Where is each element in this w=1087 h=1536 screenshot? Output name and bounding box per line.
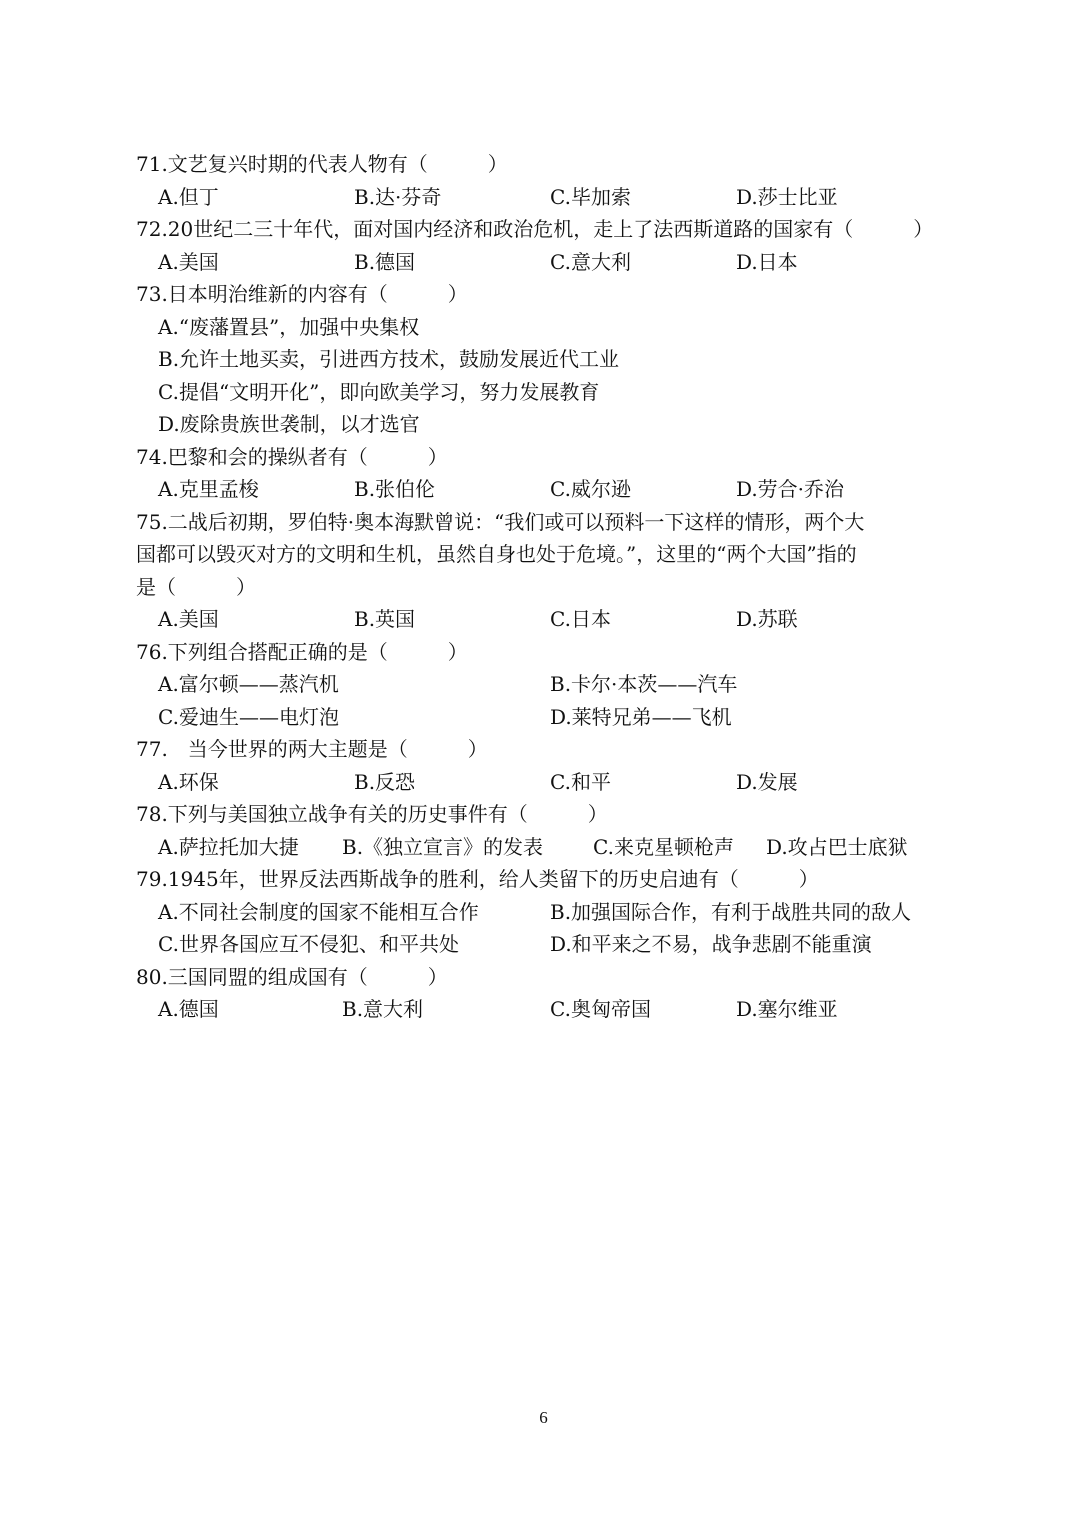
question-72-options — [136, 246, 976, 279]
option-d: D.日本 — [736, 249, 798, 274]
option-c: C.意大利 — [550, 249, 631, 274]
option-b: B.张伯伦 — [354, 477, 436, 501]
option-d: D.莎士比亚 — [736, 184, 838, 209]
question-80-stem: 80.三国同盟的组成国有（ ） — [136, 964, 448, 989]
question-72-stem: 72.20世纪二三十年代，面对国内经济和政治危机，走上了法西斯道路的国家有（ ） — [136, 217, 934, 241]
question-77-stem: 77. 当今世界的两大主题是（ ） — [136, 737, 488, 761]
option-a: A.不同社会制度的国家不能相互合作 — [158, 899, 479, 924]
option-b: B.英国 — [354, 607, 416, 631]
option-d: D.劳合·乔治 — [736, 477, 845, 501]
question-80-options — [136, 993, 976, 1026]
question-75-stem-line-1: 75.二战后初期，罗伯特·奥本海默曾说：“我们或可以预料一下这样的情形，两个大 — [136, 509, 865, 534]
option-c: C.威尔逊 — [550, 477, 631, 501]
option-c: C.日本 — [550, 607, 611, 631]
question-74-stem: 74.巴黎和会的操纵者有（ ） — [136, 444, 448, 469]
question-77-options — [136, 766, 976, 799]
option-d: D.塞尔维亚 — [736, 997, 838, 1021]
option-d: D.苏联 — [736, 607, 798, 631]
option-a: A.“废藩置县”，加强中央集权 — [158, 314, 420, 339]
question-79-stem: 79.1945年，世界反法西斯战争的胜利，给人类留下的历史启迪有（ ） — [136, 867, 819, 891]
question-75-stem-line-3: 是（ ） — [136, 574, 256, 599]
option-c: C.奥匈帝国 — [550, 997, 651, 1021]
option-d: D.发展 — [736, 769, 798, 794]
question-74-options — [136, 473, 976, 506]
question-list — [136, 148, 976, 1026]
option-c: C.提倡“文明开化”，即向欧美学习，努力发展教育 — [158, 379, 600, 404]
option-c: C.毕加索 — [550, 184, 631, 209]
page-number: 6 — [539, 1408, 548, 1427]
option-c: C.来克星顿枪声 — [593, 834, 734, 859]
question-73-stem: 73.日本明治维新的内容有（ ） — [136, 282, 468, 306]
option-d: D.攻占巴士底狱 — [766, 834, 908, 859]
option-a: A.富尔顿——蒸汽机 — [158, 672, 339, 696]
option-c: C.和平 — [550, 769, 611, 794]
option-b: B.卡尔·本茨——汽车 — [550, 672, 738, 696]
question-75-options — [136, 603, 976, 636]
option-b: B.意大利 — [342, 997, 424, 1021]
question-78-options — [136, 831, 976, 864]
option-b: B.德国 — [354, 249, 416, 274]
option-a: A.但丁 — [158, 184, 219, 209]
option-b: B.反恐 — [354, 769, 416, 794]
option-c: C.爱迪生——电灯泡 — [158, 704, 339, 729]
question-71-stem: 71.文艺复兴时期的代表人物有（ ） — [136, 152, 508, 176]
question-79-options-row-2 — [136, 928, 976, 961]
option-d: D.废除贵族世袭制，以才选官 — [158, 412, 420, 436]
question-76-options-row-1 — [136, 668, 976, 701]
option-a: A.萨拉托加大捷 — [158, 834, 299, 859]
question-79-options-row-1 — [136, 896, 976, 929]
option-b: B.加强国际合作，有利于战胜共同的敌人 — [550, 899, 912, 924]
question-71-options — [136, 181, 976, 214]
option-b: B.《独立宣言》的发表 — [342, 834, 544, 859]
option-a: A.美国 — [158, 249, 219, 274]
option-d: D.莱特兄弟——飞机 — [550, 704, 732, 729]
question-76-stem: 76.下列组合搭配正确的是（ ） — [136, 639, 468, 664]
question-75-stem-line-2: 国都可以毁灭对方的文明和生机，虽然自身也处于危境。”，这里的“两个大国”指的 — [136, 542, 857, 566]
option-c: C.世界各国应互不侵犯、和平共处 — [158, 932, 459, 956]
option-a: A.克里孟梭 — [158, 477, 259, 501]
option-a: A.美国 — [158, 607, 219, 631]
option-a: A.德国 — [158, 997, 219, 1021]
option-b: B.允许土地买卖，引进西方技术，鼓励发展近代工业 — [158, 347, 620, 371]
option-b: B.达·芬奇 — [354, 184, 442, 209]
question-76-options-row-2 — [136, 701, 976, 734]
option-a: A.环保 — [158, 769, 219, 794]
question-78-stem: 78.下列与美国独立战争有关的历史事件有（ ） — [136, 802, 608, 826]
option-d: D.和平来之不易，战争悲剧不能重演 — [550, 932, 872, 956]
